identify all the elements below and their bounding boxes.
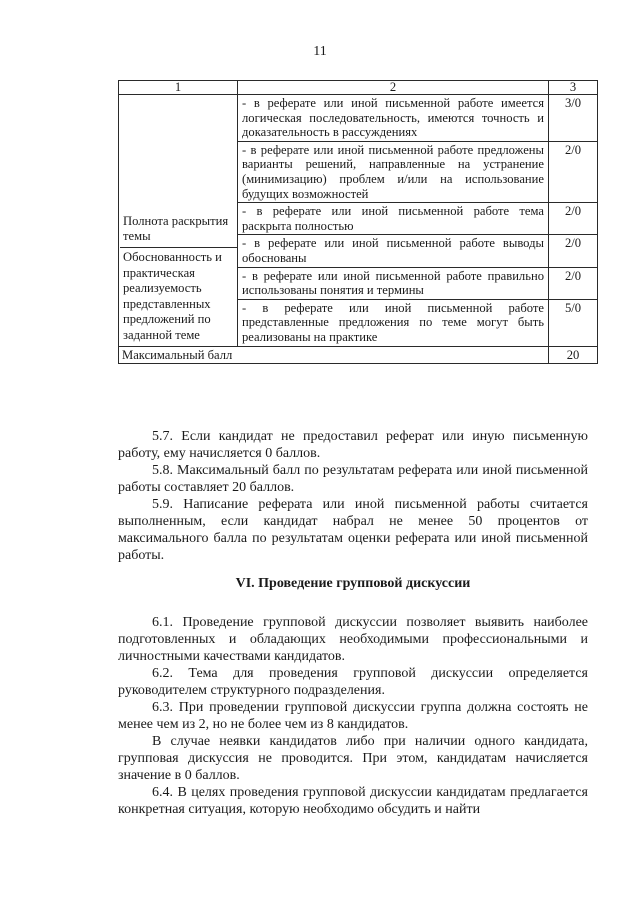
row-score: 2/0 <box>549 203 598 235</box>
row-score: 2/0 <box>549 235 598 267</box>
row-score: 2/0 <box>549 141 598 202</box>
page-number: 11 <box>313 44 327 59</box>
criterion-validity: Обоснованность и практическая реализуемость представленных предложений по заданной теме <box>120 247 237 344</box>
paragraph-absence: В случае неявки кандидатов либо при наличии одного кандидата, групповая дискуссия не проводится. При этом, кандидатам начисляется значение в 0 баллов. <box>118 734 588 783</box>
criteria-table <box>118 80 598 364</box>
paragraph-6-3: 6.3. При проведении групповой дискуссии группа должна состоять не менее чем из 2, но не более чем из 8 кандидатов. <box>118 700 588 732</box>
paragraphs-bottom <box>118 614 588 818</box>
row-text: - в реферате или иной письменной работе имеется логическая последовательность, имеются точность и доказательность в рассуждениях <box>238 95 549 142</box>
max-score-value: 20 <box>549 346 598 364</box>
header-col-1: 1 <box>119 81 238 95</box>
header-col-3: 3 <box>549 81 598 95</box>
row-text: - в реферате или иной письменной работе представленные предложения по теме могут быть реализованы на практике <box>238 299 549 346</box>
row-score: 5/0 <box>549 299 598 346</box>
criterion-completeness: Полнота раскрытия темы <box>123 213 229 244</box>
row-text: - в реферате или иной письменной работе предложены варианты решений, направленные на устранение (минимизацию) проблем и/или на использование будущих возможностей <box>238 141 549 202</box>
header-col-2: 2 <box>238 81 549 95</box>
criteria-cell <box>119 95 238 347</box>
section-title: VI. Проведение групповой дискуссии <box>235 576 471 591</box>
paragraph-6-2: 6.2. Тема для проведения групповой дискуссии определяется руководителем структурного подразделения. <box>118 666 588 698</box>
row-text: - в реферате или иной письменной работе выводы обоснованы <box>238 235 549 267</box>
paragraph-6-4: 6.4. В целях проведения групповой дискуссии кандидатам предлагается конкретная ситуация, которую необходимо обсудить и найти <box>118 785 588 817</box>
row-text: - в реферате или иной письменной работе тема раскрыта полностью <box>238 203 549 235</box>
max-score-row <box>119 346 598 364</box>
row-score: 2/0 <box>549 267 598 299</box>
paragraph-5-9: 5.9. Написание реферата или иной письменной работы считается выполненным, если кандидат набрал не менее 50 процентов от максимального балла по результатам оценки реферата или иной письменной работы. <box>118 497 588 563</box>
row-text: - в реферате или иной письменной работе правильно использованы понятия и термины <box>238 267 549 299</box>
table-row <box>119 95 598 142</box>
paragraph-6-1: 6.1. Проведение групповой дискуссии позволяет выявить наиболее подготовленных и обладающих необходимыми профессиональными и личностными качествами кандидатов. <box>118 615 588 664</box>
paragraphs-top <box>118 428 588 564</box>
paragraph-5-8: 5.8. Максимальный балл по результатам реферата или иной письменной работы составляет 20 баллов. <box>118 463 588 495</box>
paragraph-5-7: 5.7. Если кандидат не предоставил реферат или иную письменную работу, ему начисляется 0 баллов. <box>118 429 588 461</box>
row-score: 3/0 <box>549 95 598 142</box>
table-header-row <box>119 81 598 95</box>
max-score-label: Максимальный балл <box>119 346 549 364</box>
